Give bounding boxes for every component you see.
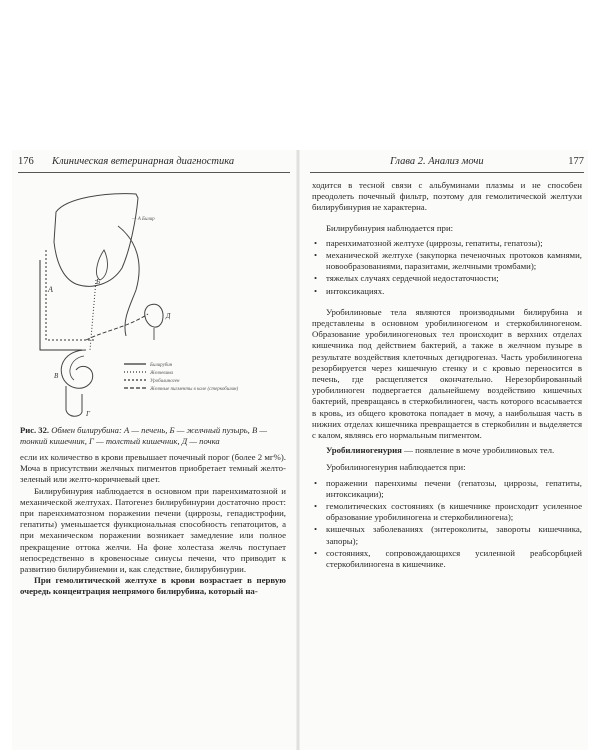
figure-caption xyxy=(20,425,286,447)
left-page xyxy=(12,150,294,750)
intestine-upper xyxy=(118,226,139,336)
bilirubin-metabolism-diagram xyxy=(26,180,256,420)
figure-caption-label: Рис. 32. xyxy=(20,425,50,435)
urobilinogen-flow-line xyxy=(46,250,96,340)
list-item: • механической желтухе (закупорка печеночных протоков камнями, новообразованиями, паразитами, желчными тромбами); xyxy=(312,250,582,272)
legend-stercobilin: Желчные пигменты в кале (стеркобилин) xyxy=(150,387,239,392)
left-body-text xyxy=(20,452,286,598)
right-page-number: 177 xyxy=(568,156,584,167)
left-paragraph-1: если их количество в крови превышает почечный порог (более 2 мг%). Моча в присутствии желчных пигментов приобретает темный желто-зеленый или желто-коричневый цвет. xyxy=(20,452,286,485)
diagram-legend xyxy=(124,363,238,392)
urobilinogenuria-def-text: — появление в моче уробилиновых тел. xyxy=(401,445,555,456)
gallbladder-shape xyxy=(97,250,108,280)
legend-bilirubin: Билирубин xyxy=(150,363,173,368)
list-item: • гемолитических состояниях (в кишечнике происходит усиленное образование уробилиногена и стеркобилиногена); xyxy=(312,501,582,523)
list-item: • кишечных заболеваниях (энтероколиты, завороты кишечника, запоры); xyxy=(312,524,582,546)
kidney-shape xyxy=(145,304,163,327)
urobilin-paragraph: Уробилиновые тела являются производными билирубина и представлены в основном уробилиногеном и стеркобилиногеном. Образование уробилиногеновых тел происходит в верхних отделах кишечника под действием бактерий, а также в желчном пузыре в результате воздействия клеточных дегидрогеназ. Часть уробилиногена резорбируется через кишечную стенку и с кровью переносится в печень, где расщепляется окончательно. Нерезорбированный уробилиноген подвергается дальнейшему воздействию кишечных бактерий, превращаясь в стеркобилиноген, часть которого всасывается в кровь, из общего кровотока попадает в мочу, а наибольшая часть в нижних отделах кишечника превращается в стеркобилин и выделяется с калом, являясь его нормальным пигментом. xyxy=(312,306,582,441)
label-D: Д xyxy=(166,312,171,320)
left-paragraph-2: Билирубинурия наблюдается в основном при паренхиматозной и механической желтухах. Патогенез билирубинурии достаточно прост: при паренхиматозном поражении печени (циррозы, гепадистрофии, гепатиты) уменьшается функциональная способность гепатоцитов, а при механическом поражении возникает замедление или полное прекращение оттока желчи. На фоне холестаза желчь поступает непосредственно в кровеносные синусы печени, что приводит к развитию билирубинемии и, как следствие, билирубинурии. xyxy=(20,485,286,575)
urobilinogenuria-lead: Уробилиногенурия наблюдается при: xyxy=(326,462,466,473)
label-B: Б xyxy=(96,278,101,286)
book-spread xyxy=(12,150,588,750)
right-intro-paragraph: ходится в тесной связи с альбуминами плазмы и не способен преодолеть почечный фильтр, поэтому для гемолитической желтухи билирубинурия не характерна. xyxy=(312,180,582,213)
small-intestine xyxy=(61,350,92,388)
bilirubinuria-list xyxy=(312,238,582,297)
right-running-title: Глава 2. Анализ мочи xyxy=(390,156,484,167)
bilirubinuria-lead: Билирубинурия наблюдается при: xyxy=(326,222,454,233)
list-item: • состояниях, сопровождающихся усиленной реабсорбцией стеркобилиногена в кишечнике. xyxy=(312,548,582,570)
label-V: В xyxy=(54,372,59,380)
right-page-header xyxy=(310,156,584,170)
left-header-rule xyxy=(18,172,290,173)
list-item: • поражении паренхимы печени (гепатозы, циррозы, гепатиты, интоксикации); xyxy=(312,478,582,500)
bilirubin-flow-line xyxy=(40,260,82,350)
legend-bile: Желчевина xyxy=(150,371,174,376)
left-paragraph-3: При гемолитической желтухе в крови возрастает в первую очередь концентрация непрямого билирубина, который на- xyxy=(20,575,286,597)
label-top-note: — А Билир xyxy=(132,217,155,222)
urobilinogenuria-definition xyxy=(312,445,582,456)
figure-caption-text: Обмен билирубина: А — печень, Б — желчный пузырь, В — тонкий кишечник, Г — толстый кишечник, Д — почка xyxy=(20,425,268,446)
book-gutter xyxy=(296,150,300,750)
label-G: Г xyxy=(86,410,90,418)
blood-flow-line xyxy=(86,314,148,340)
liver-shape xyxy=(54,194,138,287)
right-page xyxy=(302,150,588,750)
right-body-text xyxy=(312,180,582,571)
right-header-rule xyxy=(310,172,584,173)
urobilinogenuria-term: Уробилиногенурия xyxy=(326,445,402,456)
urobilinogenuria-list xyxy=(312,478,582,571)
left-running-title: Клиническая ветеринарная диагностика xyxy=(52,156,235,167)
list-item: • паренхиматозной желтухе (циррозы, гепатиты, гепатозы); xyxy=(312,238,582,249)
large-intestine xyxy=(66,386,82,416)
label-A: А xyxy=(48,285,53,294)
left-page-number: 176 xyxy=(18,156,34,167)
left-page-header xyxy=(18,156,288,170)
list-item: • интоксикациях. xyxy=(312,286,582,297)
legend-urobilinogen: Уробилиноген xyxy=(150,379,180,384)
list-item: • тяжелых случаях сердечной недостаточности; xyxy=(312,273,582,284)
